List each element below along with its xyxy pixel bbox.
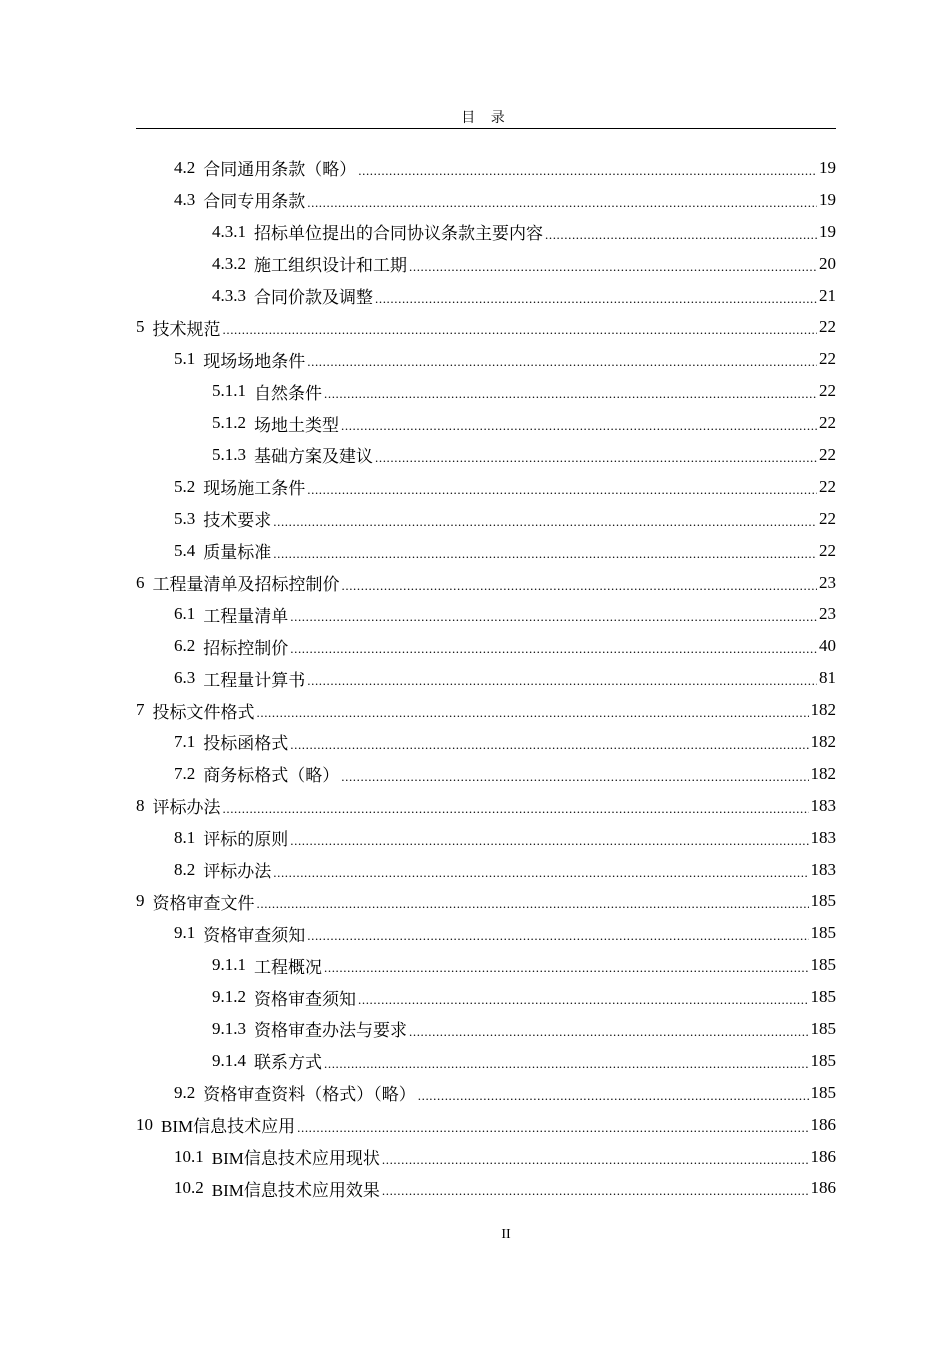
toc-entry-page: 40 xyxy=(819,636,836,656)
toc-entry-page: 81 xyxy=(819,668,836,688)
toc-entry-number: 8.2 xyxy=(174,859,196,879)
toc-entry[interactable] xyxy=(136,662,836,694)
toc-entry-number: 4.2 xyxy=(174,157,196,177)
toc-entry-title: 基础方案及建议 xyxy=(254,447,373,467)
dot-leader xyxy=(382,1149,809,1169)
toc-entry[interactable] xyxy=(136,535,836,567)
dot-leader xyxy=(342,575,818,595)
toc-entry[interactable] xyxy=(136,280,836,312)
toc-entry[interactable] xyxy=(136,471,836,503)
toc-entry-title: 工程量清单 xyxy=(203,606,289,626)
toc-entry-number: 7.2 xyxy=(174,763,196,783)
toc-entry-number: 9.1.4 xyxy=(212,1050,246,1070)
dot-leader xyxy=(290,734,808,754)
dot-leader xyxy=(307,479,817,499)
toc-entry-page: 185 xyxy=(810,1018,836,1038)
toc-entry[interactable] xyxy=(136,1109,836,1141)
toc-entry-number: 9.1 xyxy=(174,923,196,943)
toc-entry-title: 资格审查文件 xyxy=(152,893,255,913)
toc-entry[interactable] xyxy=(136,981,836,1013)
toc-entry-page: 22 xyxy=(819,508,836,528)
dot-leader xyxy=(409,1021,809,1041)
toc-entry[interactable] xyxy=(136,790,836,822)
dot-leader xyxy=(358,160,817,180)
toc-entry-page: 22 xyxy=(819,476,836,496)
toc-entry-title: BIM信息技术应用效果 xyxy=(211,1180,380,1200)
dot-leader xyxy=(375,447,817,467)
toc-entry-page: 182 xyxy=(810,731,836,751)
toc-entry-title: 资格审查须知 xyxy=(203,925,306,945)
toc-entry[interactable] xyxy=(136,598,836,630)
toc-entry[interactable] xyxy=(136,567,836,599)
toc-entry-title: 场地土类型 xyxy=(254,415,339,435)
toc-entry-page: 186 xyxy=(810,1178,836,1198)
toc-entry[interactable] xyxy=(136,439,836,471)
toc-entry[interactable] xyxy=(136,311,836,343)
toc-entry-page: 19 xyxy=(819,189,836,209)
toc-entry-page: 20 xyxy=(819,253,836,273)
toc-entry-number: 5.1.1 xyxy=(212,381,246,401)
toc-entry-number: 5.1.3 xyxy=(212,444,246,464)
toc-entry-page: 186 xyxy=(810,1146,836,1166)
toc-entry-title: 合同通用条款（略） xyxy=(203,160,357,180)
toc-entry[interactable] xyxy=(136,726,836,758)
toc-entry[interactable] xyxy=(136,1173,836,1205)
toc-entry-title: 质量标准 xyxy=(203,543,272,563)
toc-entry-number: 7 xyxy=(136,700,145,720)
dot-leader xyxy=(273,511,817,531)
toc-entry-page: 22 xyxy=(819,540,836,560)
dot-leader xyxy=(290,830,808,850)
dot-leader xyxy=(307,670,817,690)
toc-entry-title: 招标单位提出的合同协议条款主要内容 xyxy=(254,224,543,244)
toc-entry[interactable] xyxy=(136,1045,836,1077)
toc-entry-page: 22 xyxy=(819,444,836,464)
toc-entry-page: 19 xyxy=(819,157,836,177)
dot-leader xyxy=(375,288,817,308)
toc-entry-title: 工程量清单及招标控制价 xyxy=(152,575,340,595)
toc-entry-number: 4.3 xyxy=(174,189,196,209)
toc-entry-title: 评标办法 xyxy=(152,798,221,818)
toc-entry-number: 9 xyxy=(136,891,145,911)
toc-entry[interactable] xyxy=(136,1013,836,1045)
toc-entry-page: 22 xyxy=(819,349,836,369)
dot-leader xyxy=(223,319,818,339)
page-number: II xyxy=(501,1227,511,1242)
toc-entry[interactable] xyxy=(136,630,836,662)
toc-entry-page: 19 xyxy=(819,221,836,241)
toc-entry-title: 合同专用条款 xyxy=(203,192,306,212)
running-header: 目 录 xyxy=(461,111,511,126)
toc-entry-page: 183 xyxy=(810,795,836,815)
header-rule xyxy=(136,128,836,129)
toc-entry-page: 23 xyxy=(819,572,836,592)
toc-entry-title: 技术要求 xyxy=(203,511,272,531)
toc-entry-title: 资格审查资料（格式）（略） xyxy=(203,1085,416,1105)
dot-leader xyxy=(409,256,817,276)
dot-leader xyxy=(341,415,817,435)
toc-entry-title: 评标的原则 xyxy=(203,830,289,850)
dot-leader xyxy=(307,925,808,945)
toc-entry-number: 5.3 xyxy=(174,508,196,528)
toc-entry-number: 10.2 xyxy=(174,1178,204,1198)
toc-entry-title: 评标办法 xyxy=(203,862,272,882)
toc-entry[interactable] xyxy=(136,758,836,790)
toc-entry[interactable] xyxy=(136,216,836,248)
dot-leader xyxy=(290,606,817,626)
toc-entry-title: 工程量计算书 xyxy=(203,670,306,690)
dot-leader xyxy=(358,989,809,1009)
toc-entry[interactable] xyxy=(136,375,836,407)
toc-entry-number: 9.1.1 xyxy=(212,955,246,975)
dot-leader xyxy=(545,224,817,244)
toc-entry-page: 183 xyxy=(810,859,836,879)
toc-entry-title: 工程概况 xyxy=(254,957,322,977)
toc-entry-title: 现场场地条件 xyxy=(203,351,306,371)
toc-entry-page: 22 xyxy=(819,317,836,337)
dot-leader xyxy=(341,766,808,786)
toc-entry-page: 185 xyxy=(810,1082,836,1102)
toc-entry-number: 4.3.3 xyxy=(212,285,246,305)
toc-entry[interactable] xyxy=(136,694,836,726)
toc-entry-number: 9.1.2 xyxy=(212,987,246,1007)
dot-leader xyxy=(223,798,809,818)
toc-entry-page: 183 xyxy=(810,827,836,847)
toc-entry[interactable] xyxy=(136,1077,836,1109)
dot-leader xyxy=(324,957,809,977)
dot-leader xyxy=(297,1117,808,1137)
dot-leader xyxy=(382,1180,809,1200)
toc-entry-page: 185 xyxy=(810,955,836,975)
toc-entry-title: 招标控制价 xyxy=(203,638,289,658)
toc-entry-number: 7.1 xyxy=(174,731,196,751)
toc-entry-number: 8 xyxy=(136,795,145,815)
toc-entry-title: 投标函格式 xyxy=(203,734,289,754)
toc-entry-title: 现场施工条件 xyxy=(203,479,306,499)
dot-leader xyxy=(324,383,817,403)
toc-entry-number: 9.1.3 xyxy=(212,1018,246,1038)
toc-entry-title: 联系方式 xyxy=(254,1053,322,1073)
toc-entry-title: 投标文件格式 xyxy=(152,702,255,722)
toc-entry-title: 技术规范 xyxy=(152,319,221,339)
dot-leader xyxy=(307,192,817,212)
toc-entry-page: 21 xyxy=(819,285,836,305)
toc-entry-number: 5.1 xyxy=(174,349,196,369)
toc-entry-page: 185 xyxy=(810,987,836,1007)
toc-entry-title: BIM信息技术应用 xyxy=(161,1117,296,1137)
table-of-contents xyxy=(136,152,836,1204)
dot-leader xyxy=(273,862,808,882)
toc-entry-title: 资格审查须知 xyxy=(254,989,356,1009)
dot-leader xyxy=(290,638,817,658)
toc-entry-page: 182 xyxy=(810,700,836,720)
toc-entry[interactable] xyxy=(136,248,836,280)
toc-entry-number: 8.1 xyxy=(174,827,196,847)
toc-entry[interactable] xyxy=(136,949,836,981)
toc-entry-page: 186 xyxy=(810,1114,836,1134)
toc-entry[interactable] xyxy=(136,152,836,184)
toc-entry-number: 6.2 xyxy=(174,636,196,656)
toc-entry-number: 5.2 xyxy=(174,476,196,496)
dot-leader xyxy=(273,543,817,563)
toc-entry-number: 5 xyxy=(136,317,145,337)
toc-entry-page: 182 xyxy=(810,763,836,783)
toc-entry[interactable] xyxy=(136,407,836,439)
toc-entry-page: 22 xyxy=(819,413,836,433)
toc-entry-number: 6.1 xyxy=(174,604,196,624)
toc-entry[interactable] xyxy=(136,854,836,886)
toc-entry-number: 5.4 xyxy=(174,540,196,560)
toc-entry-page: 22 xyxy=(819,381,836,401)
toc-entry-page: 185 xyxy=(810,891,836,911)
toc-entry-number: 6.3 xyxy=(174,668,196,688)
toc-entry-number: 10 xyxy=(136,1114,153,1134)
toc-entry[interactable] xyxy=(136,184,836,216)
toc-entry-number: 6 xyxy=(136,572,145,592)
toc-entry-title: 商务标格式（略） xyxy=(203,766,340,786)
toc-entry-title: 合同价款及调整 xyxy=(254,288,373,307)
toc-entry-page: 185 xyxy=(810,923,836,943)
toc-entry-number: 4.3.2 xyxy=(212,253,246,273)
toc-entry-page: 185 xyxy=(810,1050,836,1070)
toc-entry[interactable] xyxy=(136,917,836,949)
toc-entry[interactable] xyxy=(136,343,836,375)
dot-leader xyxy=(257,702,809,722)
dot-leader xyxy=(418,1085,809,1105)
toc-entry-number: 5.1.2 xyxy=(212,413,246,433)
toc-entry-page: 23 xyxy=(819,604,836,624)
dot-leader xyxy=(324,1053,809,1073)
toc-entry-title: 施工组织设计和工期 xyxy=(254,256,407,276)
toc-entry-number: 4.3.1 xyxy=(212,221,246,241)
toc-entry-title: 资格审查办法与要求 xyxy=(254,1021,407,1041)
toc-entry-number: 10.1 xyxy=(174,1146,204,1166)
toc-entry[interactable] xyxy=(136,1141,836,1173)
toc-entry-title: 自然条件 xyxy=(254,383,322,403)
toc-entry[interactable] xyxy=(136,503,836,535)
toc-entry[interactable] xyxy=(136,885,836,917)
dot-leader xyxy=(257,893,809,913)
toc-entry[interactable] xyxy=(136,822,836,854)
toc-entry-number: 9.2 xyxy=(174,1082,196,1102)
toc-entry-title: BIM信息技术应用现状 xyxy=(211,1149,380,1169)
dot-leader xyxy=(307,351,817,371)
